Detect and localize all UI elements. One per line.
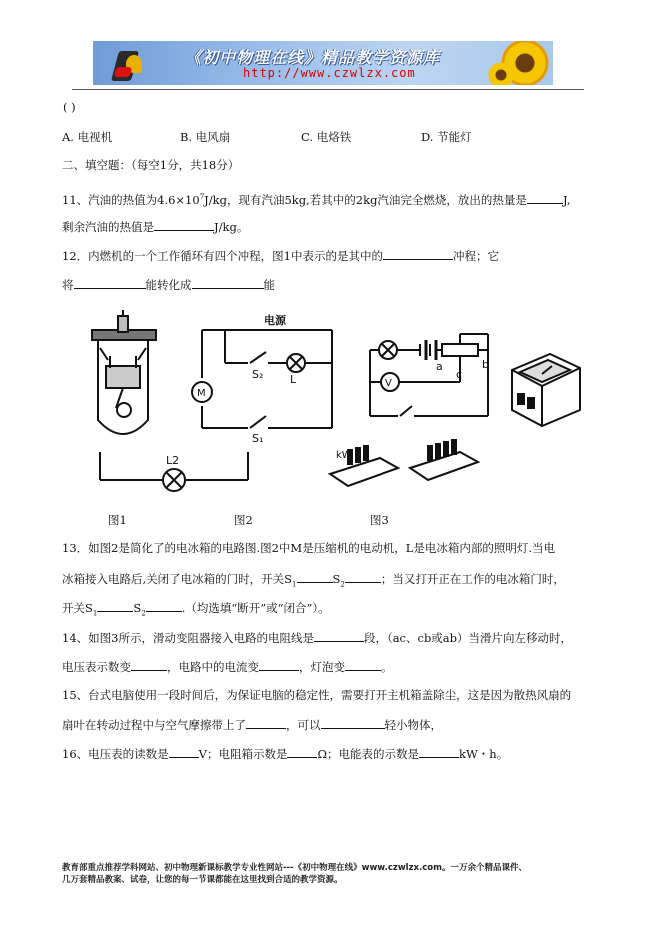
q16-text: kW・h。: [459, 747, 509, 761]
motor-label: M: [197, 388, 206, 399]
q13-text: ；当又打开正在工作的电冰箱门时，: [380, 572, 565, 586]
lamp-label: L: [290, 373, 297, 386]
switch-s2-label: S₂: [252, 368, 264, 381]
q14-text: 。: [381, 660, 393, 674]
q14-text: ，电路中的电流变: [167, 660, 259, 674]
q13-text: 冰箱接入电路后,关闭了电冰箱的门时，开关S: [62, 572, 293, 586]
q11-text: J/kg，现有汽油5kg,若其中的2kg汽油完全燃烧，放出的热量是: [204, 192, 527, 207]
answer-blank[interactable]: [297, 571, 333, 583]
q12-text: 冲程；它: [452, 249, 499, 263]
banner-url: http://www.czwlzx.com: [243, 66, 416, 80]
q13-subscript: 2: [141, 609, 146, 618]
answer-blank[interactable]: [527, 192, 563, 204]
question-11-line1: [62, 190, 571, 207]
energy-meter: [410, 440, 478, 480]
answer-blank[interactable]: [246, 717, 286, 729]
question-13-line3: [62, 600, 330, 620]
answer-paren: ( ): [63, 100, 76, 114]
answer-blank[interactable]: [131, 659, 167, 671]
answer-blank[interactable]: [287, 746, 317, 758]
q14-text: 14、如图3所示，滑动变阻器接入电路的电阻线是: [62, 631, 314, 645]
answer-blank[interactable]: [146, 600, 182, 612]
question-14-line2: [62, 659, 393, 674]
q11-exponent: 7: [199, 193, 205, 201]
kw-label: kW: [336, 450, 352, 461]
answer-blank[interactable]: [192, 277, 264, 289]
rheostat-circuit-diagram: [370, 334, 488, 416]
q12-text: 能转化成: [145, 278, 192, 292]
question-13-line1: 13．如图2是简化了的电冰箱的电路图.图2中M是压缩机的电动机，L是电冰箱内部的照明灯.当电: [62, 541, 555, 555]
option-c: C. 电烙铁: [301, 130, 352, 144]
q14-text: ，灯泡变: [299, 660, 345, 674]
option-d: D. 节能灯: [421, 130, 472, 144]
answer-blank[interactable]: [97, 600, 133, 612]
q11-text: J/kg。: [214, 220, 249, 234]
footer-line: 几万套精品教案、试卷，让您的每一节课都能在这里找到合适的教学资源。: [62, 875, 343, 885]
q12-text: 将: [62, 278, 74, 292]
option-b: B. 电风扇: [180, 130, 231, 144]
voltmeter-label: V: [385, 378, 392, 389]
question-13-line2: [62, 571, 565, 591]
banner-title: 《初中物理在线》精品教学资源库: [185, 48, 441, 67]
q12-text: 12．内燃机的一个工作循环有四个冲程，图1中表示的是其中的: [62, 249, 383, 263]
figure-3-caption: 图3: [370, 513, 389, 527]
answer-blank[interactable]: [383, 248, 453, 260]
question-12-line1: [62, 248, 499, 263]
q14-text: 电压表示数变: [62, 660, 131, 674]
sunflower-icon: [487, 61, 515, 85]
answer-blank[interactable]: [345, 571, 381, 583]
q13-subscript: 1: [92, 609, 98, 618]
fridge-circuit-diagram: [100, 330, 332, 491]
page-footer: [62, 862, 527, 886]
terminal-c-label: c: [456, 368, 463, 381]
answer-blank[interactable]: [419, 746, 459, 758]
answer-blank[interactable]: [314, 630, 364, 642]
q12-text: 能: [263, 278, 275, 292]
question-12-line2: [62, 277, 275, 292]
question-15-line2: [62, 717, 442, 732]
answer-blank[interactable]: [169, 746, 199, 758]
q13-subscript: 1: [292, 580, 297, 589]
figure-panel: [80, 308, 590, 508]
q11-text: 剩余汽油的热值是: [62, 220, 154, 234]
q15-text: 轻小物体，: [384, 718, 442, 732]
q11-text: 11、汽油的热值为4.6×10: [62, 192, 200, 207]
q14-text: 段，（ac、cb或ab）当滑片向左移动时，: [363, 631, 573, 645]
q16-text: 16、电压表的读数是: [62, 747, 169, 761]
terminal-b-label: b: [482, 358, 489, 371]
q16-text: V；电阻箱示数是: [198, 747, 288, 761]
question-14-line1: [62, 630, 572, 645]
answer-blank[interactable]: [154, 219, 214, 231]
q16-text: Ω；电能表的示数是: [317, 747, 419, 761]
q13-text: .（均选填“断开”或“闭合”）。: [181, 601, 330, 615]
lamp-l2-label: L2: [166, 454, 180, 467]
question-16: [62, 746, 508, 761]
answer-blank[interactable]: [74, 277, 146, 289]
q11-text: J,: [562, 192, 571, 207]
engine-cylinder-diagram: [92, 310, 156, 434]
voltmeter-device: [512, 354, 580, 426]
q15-text: 扇叶在转动过程中与空气摩擦带上了: [62, 718, 246, 732]
q15-text: ，可以: [286, 718, 321, 732]
q13-subscript: 2: [340, 580, 345, 589]
terminal-a-label: a: [436, 360, 443, 373]
q13-text: S: [332, 572, 341, 586]
question-11-line2: [62, 219, 248, 234]
answer-blank[interactable]: [345, 659, 381, 671]
option-a: A. 电视机: [62, 130, 113, 144]
power-label: 电源: [264, 314, 286, 327]
header-rule: [72, 89, 584, 90]
answer-blank[interactable]: [259, 659, 299, 671]
q13-text: 开关S: [62, 601, 93, 615]
switch-s1-label: S₁: [252, 432, 264, 445]
header-banner: [93, 41, 553, 85]
footer-line: 教育部重点推荐学科网站、初中物理新课标教学专业性网站---《初中物理在线》www.czwlzx.com。一万余个精品课件、: [62, 863, 527, 873]
answer-blank[interactable]: [321, 717, 385, 729]
question-15-line1: 15、台式电脑使用一段时间后，为保证电脑的稳定性，需要打开主机箱盖除尘，这是因为散热风扇的: [62, 688, 572, 702]
q13-text: S: [133, 601, 142, 615]
section-title: 二、填空题：（每空1分，共18分）: [62, 158, 240, 172]
figure-1-caption: 图1: [108, 513, 127, 527]
figure-2-caption: 图2: [234, 513, 253, 527]
